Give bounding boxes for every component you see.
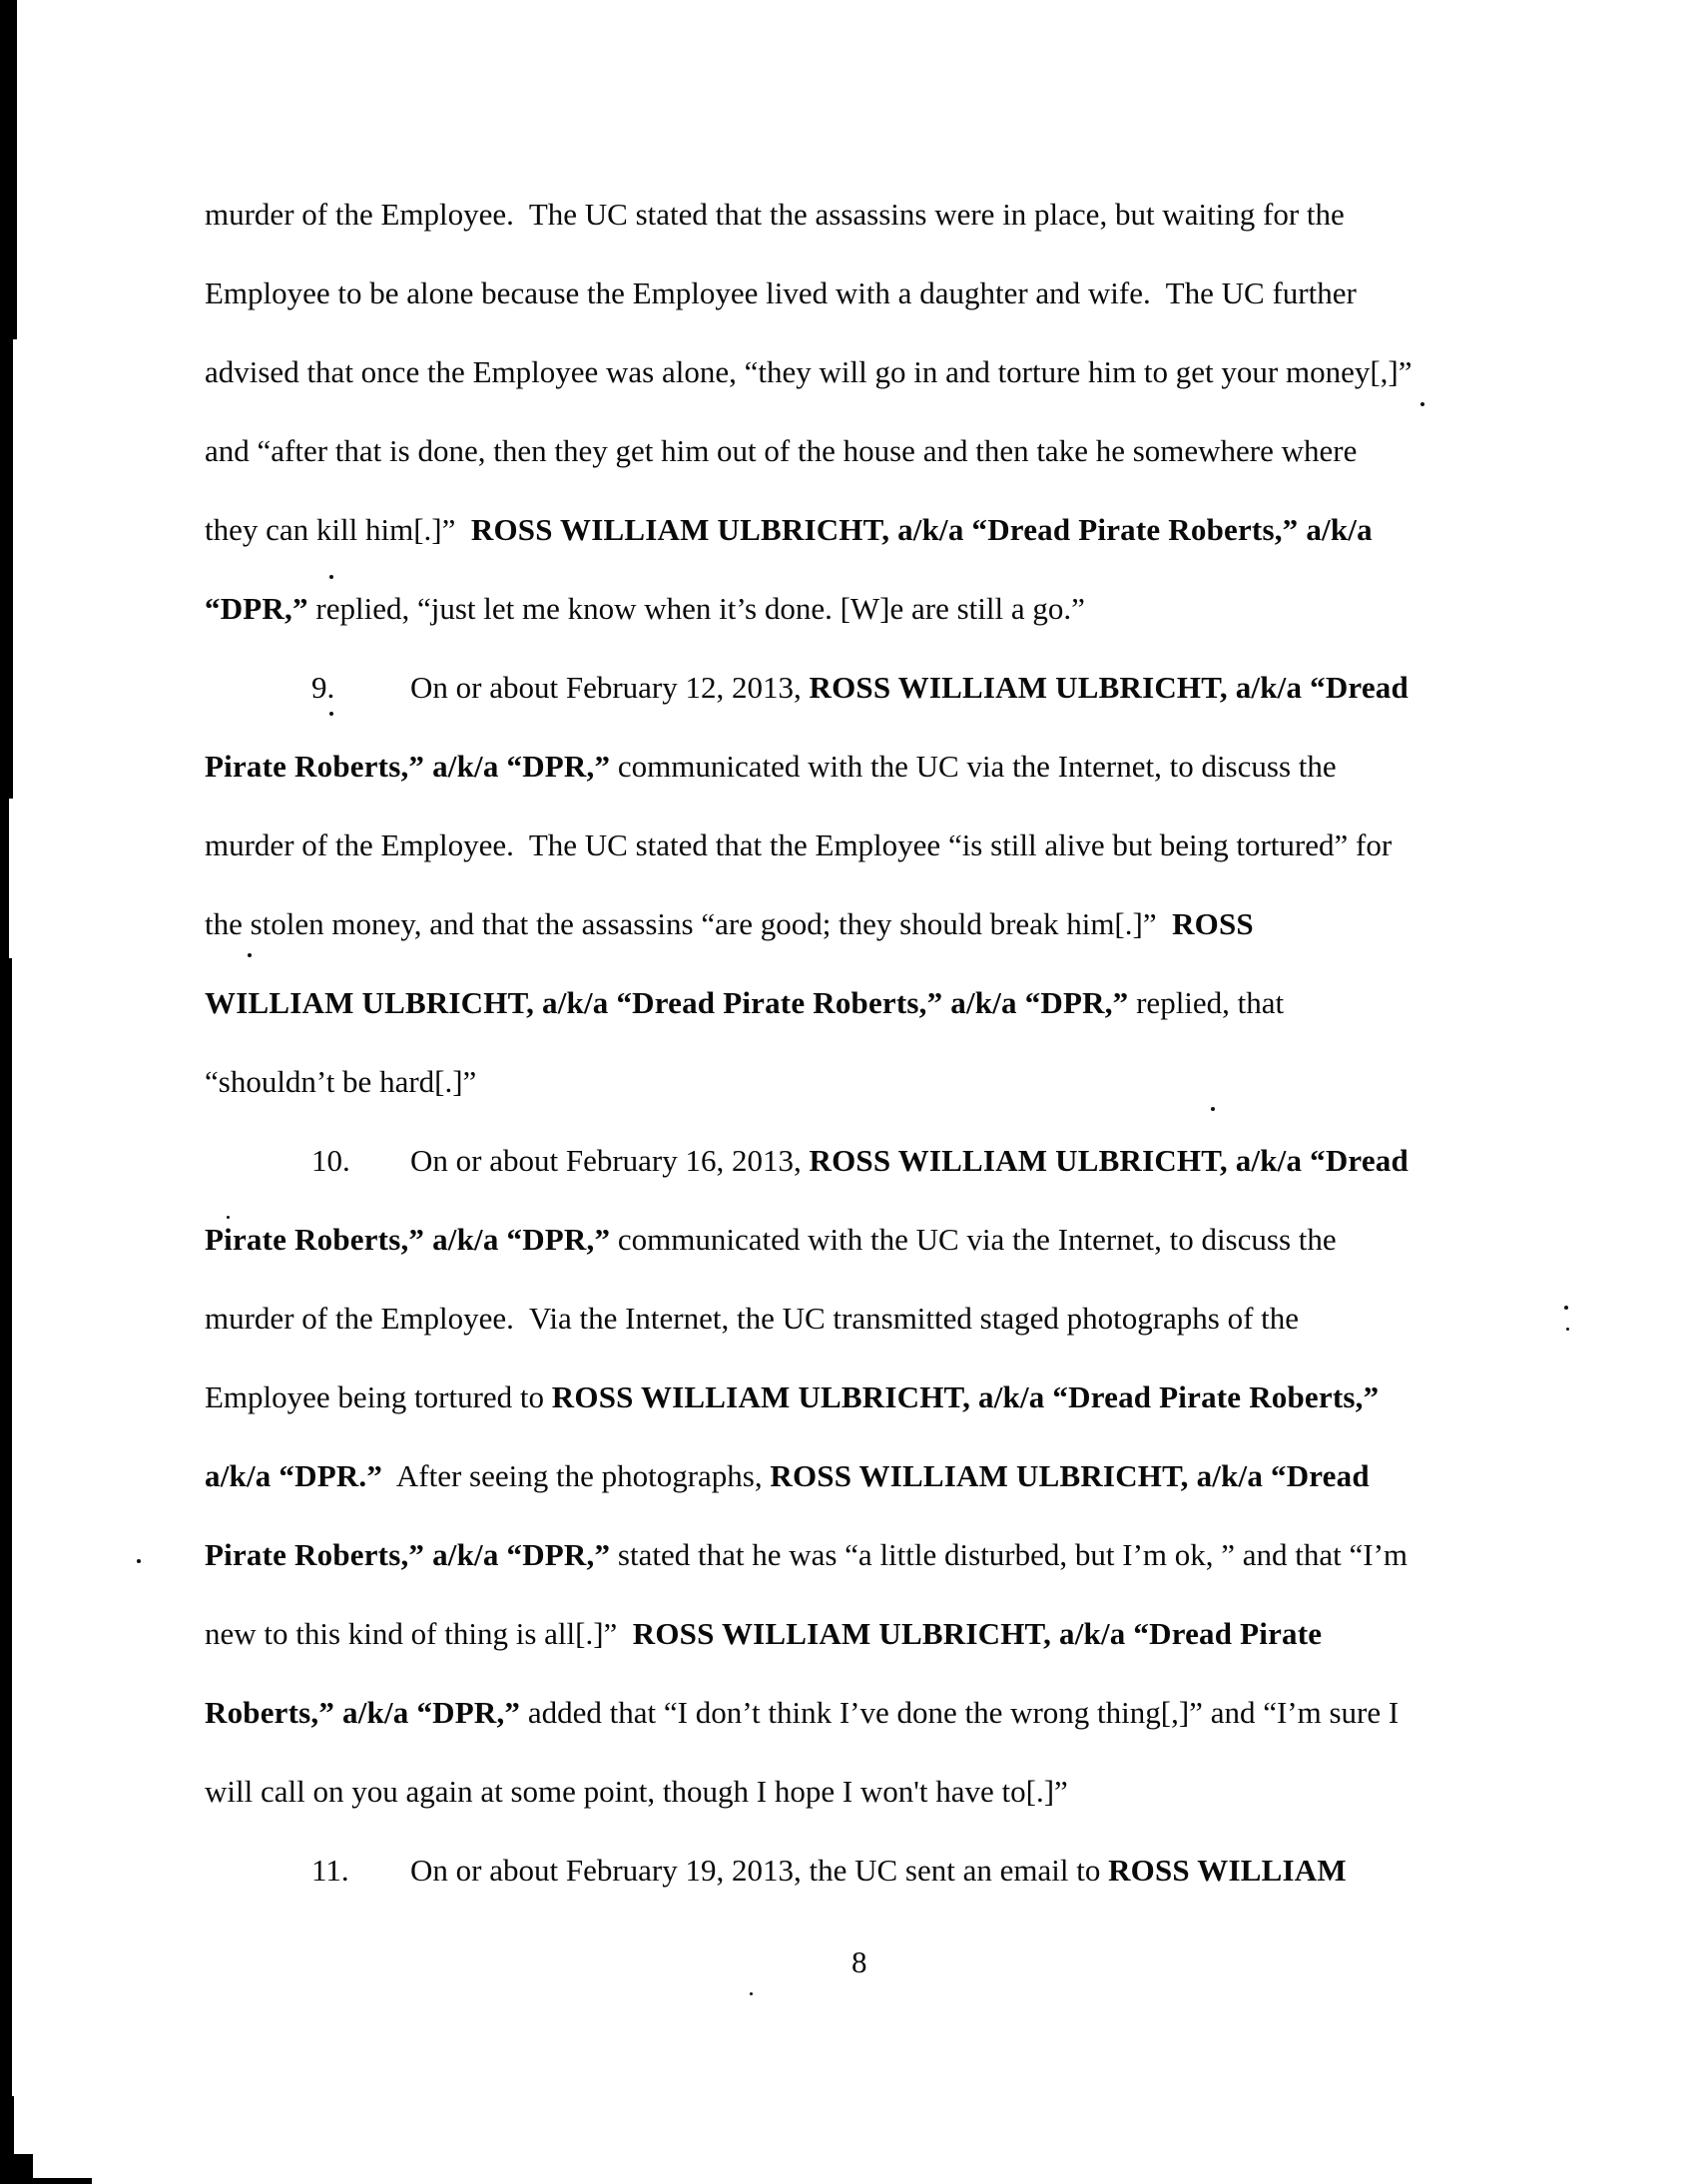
body-text: On or about February 19, 2013, the UC sent an email to [410, 1853, 1109, 1888]
body-text: added that “I don’t think I’ve done the wrong thing[,]” and “I’m sure I [520, 1695, 1400, 1730]
body-text: communicated with the UC via the Internet, to discuss the [610, 749, 1337, 784]
document-line [205, 1200, 1622, 1279]
document-line [205, 1752, 1622, 1831]
document-line [205, 648, 1622, 727]
defendant-name-text: ROSS [1172, 906, 1254, 941]
defendant-name-text: ROSS WILLIAM ULBRICHT, a/k/a “Dread [809, 670, 1409, 705]
body-text: stated that he was “a little disturbed, but I’m ok, ” and that “I’m [610, 1537, 1409, 1572]
document-line [205, 569, 1622, 648]
body-text: communicated with the UC via the Internet, to discuss the [610, 1222, 1337, 1257]
document-line [205, 254, 1622, 332]
document-line [205, 1121, 1622, 1200]
scanner-edge-bar [0, 0, 17, 339]
body-text: and “after that is done, then they get him out of the house and then take he somewhere where [205, 433, 1358, 468]
scanner-edge-bar [0, 2178, 92, 2184]
scanner-edge-bar [0, 958, 12, 2096]
defendant-name-text: ROSS WILLIAM ULBRICHT, a/k/a “Dread [770, 1458, 1370, 1493]
scanner-edge-bar [0, 799, 9, 958]
body-text: replied, “just let me know when it’s done. [W]e are still a go.” [307, 591, 1085, 626]
body-text: new to this kind of thing is all[.]” [205, 1616, 633, 1651]
document-line [205, 411, 1622, 490]
document-line [205, 1436, 1622, 1515]
defendant-name-text: Pirate Roberts,” a/k/a “DPR,” [205, 749, 611, 784]
scan-speck [750, 1992, 753, 1995]
body-text: Employee being tortured to [205, 1379, 552, 1414]
defendant-name-text: WILLIAM ULBRICHT, a/k/a “Dread Pirate Roberts,” a/k/a “DPR,” [205, 985, 1129, 1020]
document-line [205, 1042, 1622, 1121]
scan-speck [329, 712, 333, 716]
scan-speck [329, 575, 333, 579]
defendant-name-text: ROSS WILLIAM ULBRICHT, a/k/a “Dread [809, 1143, 1409, 1178]
document-line [205, 963, 1622, 1042]
body-text: On or about February 12, 2013, [410, 670, 810, 705]
body-text: the stolen money, and that the assassins “are good; they should break him[.]” [205, 906, 1173, 941]
document-line [205, 1831, 1622, 1910]
body-text: murder of the Employee. The UC stated that the Employee “is still alive but being tortured” for [205, 827, 1393, 862]
scan-speck [1420, 402, 1424, 406]
document-line [205, 806, 1622, 884]
body-text: murder of the Employee. The UC stated that the assassins were in place, but waiting for the [205, 197, 1345, 232]
body-text: replied, that [1128, 985, 1285, 1020]
document-line [205, 175, 1622, 254]
scan-speck [1564, 1306, 1568, 1310]
body-text: “shouldn’t be hard[.]” [205, 1064, 477, 1099]
scan-speck [137, 1559, 141, 1563]
defendant-name-text: ROSS WILLIAM ULBRICHT, a/k/a “Dread Pirate Roberts,” a/k/a [470, 512, 1373, 547]
body-text: will call on you again at some point, though I hope I won't have to[.]” [205, 1774, 1068, 1809]
defendant-name-text: Roberts,” a/k/a “DPR,” [205, 1695, 521, 1730]
document-line [205, 1594, 1622, 1673]
document-line [205, 332, 1622, 411]
paragraph-number: 9. [311, 670, 335, 705]
body-text: Employee to be alone because the Employee lived with a daughter and wife. The UC further [205, 275, 1357, 310]
body-text: they can kill him[.]” [205, 512, 471, 547]
defendant-name-text: Pirate Roberts,” a/k/a “DPR,” [205, 1222, 611, 1257]
document-line [205, 884, 1622, 963]
body-text: advised that once the Employee was alone, “they will go in and torture him to get your money[,]” [205, 354, 1413, 389]
document-body [205, 175, 1622, 1910]
body-text: On or about February 16, 2013, [410, 1143, 810, 1178]
defendant-name-text: ROSS WILLIAM ULBRICHT, a/k/a “Dread Pirate Roberts,” [551, 1379, 1380, 1414]
scanner-edge-bar [0, 339, 13, 799]
scan-speck [248, 953, 252, 957]
body-text: After seeing the photographs, [382, 1458, 771, 1493]
document-line [205, 1358, 1622, 1436]
document-line [205, 1279, 1622, 1358]
defendant-name-text: “DPR,” [205, 591, 308, 626]
defendant-name-text: a/k/a “DPR.” [205, 1458, 383, 1493]
paragraph-number: 10. [311, 1143, 350, 1178]
page-number: 8 [851, 1944, 867, 1979]
scan-speck [1566, 1328, 1569, 1331]
paragraph-number: 11. [311, 1853, 349, 1888]
scan-speck [227, 1216, 230, 1219]
body-text: murder of the Employee. Via the Internet, the UC transmitted staged photographs of the [205, 1301, 1300, 1336]
document-line [205, 727, 1622, 806]
defendant-name-text: Pirate Roberts,” a/k/a “DPR,” [205, 1537, 611, 1572]
defendant-name-text: ROSS WILLIAM ULBRICHT, a/k/a “Dread Pirate [632, 1616, 1323, 1651]
document-line [205, 1515, 1622, 1594]
document-line [205, 1673, 1622, 1752]
scan-speck [1211, 1107, 1215, 1111]
document-line [205, 490, 1622, 569]
defendant-name-text: ROSS WILLIAM [1108, 1853, 1347, 1888]
